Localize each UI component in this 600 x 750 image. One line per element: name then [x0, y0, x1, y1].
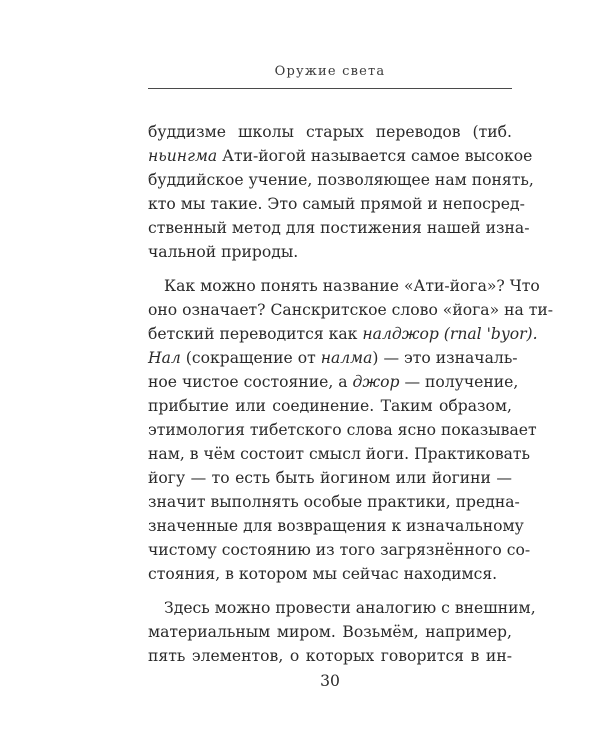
text-line: буддизме школы старых переводов (тиб.: [148, 123, 512, 141]
text-line: бетский переводится как налджор (rnal 'byor).: [148, 325, 538, 343]
text-line: пять элементов, о которых говорится в ин-: [148, 647, 512, 665]
text-line: оно означает? Санскритское слово «йога» на ти-: [148, 301, 554, 319]
text-line: нам, в чём состоит смысл йоги. Практиковать: [148, 445, 531, 463]
text-line: ное чистое состояние, а джор — получение,: [148, 373, 519, 391]
italic-term: налма: [320, 349, 373, 367]
page-number: 30: [320, 672, 340, 690]
italic-term: джор: [352, 373, 400, 391]
text-line: ственный метод для постижения нашей изна-: [148, 219, 530, 237]
text-line: значенные для возвращения к изначальному: [148, 517, 524, 535]
text-line: материальным миром. Возьмём, например,: [148, 623, 512, 641]
italic-term: Нал: [148, 349, 181, 367]
text-line: чальной природы.: [148, 243, 299, 261]
paragraph: [148, 120, 534, 264]
text-line: Здесь можно провести аналогию с внешним,: [164, 599, 536, 617]
text-line: чистому состоянию из того загрязнённого со-: [148, 541, 531, 559]
paragraph: [148, 274, 554, 586]
text-line: этимология тибетского слова ясно показывает: [148, 421, 537, 439]
text-line: йогу — то есть быть йогином или йогини —: [148, 469, 512, 487]
text-line: Нал (сокращение от налма) — это изначаль-: [148, 349, 518, 367]
body-text: [148, 120, 554, 668]
text-line: стояния, в котором мы сейчас находимся.: [148, 565, 498, 583]
italic-term: налджор (rnal 'byor).: [362, 325, 538, 343]
text-line: значит выполнять особые практики, предна-: [148, 493, 520, 511]
text-line: ньингма Ати-йогой называется самое высокое: [148, 147, 533, 165]
header-rule: [148, 88, 512, 89]
text-line: прибытие или соединение. Таким образом,: [148, 397, 512, 415]
running-header-title: Оружие света: [274, 64, 386, 79]
italic-term: ньингма: [148, 147, 218, 165]
text-line: Как можно понять название «Ати-йога»? Что: [164, 277, 540, 295]
text-line: кто мы такие. Это самый прямой и непосред-: [148, 195, 525, 213]
text-line: буддийское учение, позволяющее нам понять,: [148, 171, 534, 189]
paragraph: [148, 596, 536, 668]
